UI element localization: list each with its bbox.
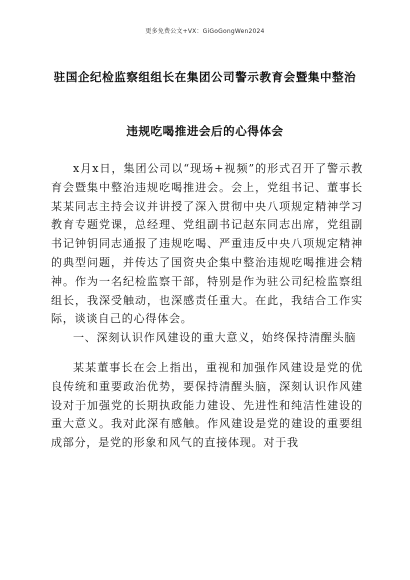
document-body (51, 160, 363, 453)
document-title-line-2: 违规吃喝推进会后的心得体会 (126, 124, 284, 138)
section-heading: 一、深刻认识作风建设的重大意义，始终保持清醒头脑 (73, 331, 357, 345)
body-paragraph: x月x日，集团公司以“现场+视频”的形式召开了警示教育会暨集中整治违规吃喝推进会。会上，党组书记、董事长某某同志主持会议并讲授了深入贯彻中央八项规定精神学习教育专题党课，总经理、党组副书记赵东同志出席，党组副书记钟钥同志通报了违规吃喝、严重违反中央八项规定精神的典型问题，并传达了国资央企集中整治违规吃喝推进会精神。作为一名纪检监察干部，特别是作为驻公司纪检监察组组长，我深受触动，也深感责任重大。在此，我结合工作实际，谈谈自己的心得体会。 (51, 162, 363, 326)
header-note: 更多免费公文+VX：GiGoGongWen2024 (145, 28, 265, 35)
body-paragraph: 某某董事长在会上指出，重视和加强作风建设是党的优良传统和重要政治优势，要保持清醒头脑，深刻认识作风建设对于加强党的长期执政能力建设、先进性和纯洁性建设的重大意义。我对此深有感触。作风建设是党的建设的重要组成部分，是党的形象和风气的直接体现。对于我 (51, 360, 363, 450)
document-title-line-1: 驻国企纪检监察组组长在集团公司警示教育会暨集中整治 (53, 70, 357, 84)
